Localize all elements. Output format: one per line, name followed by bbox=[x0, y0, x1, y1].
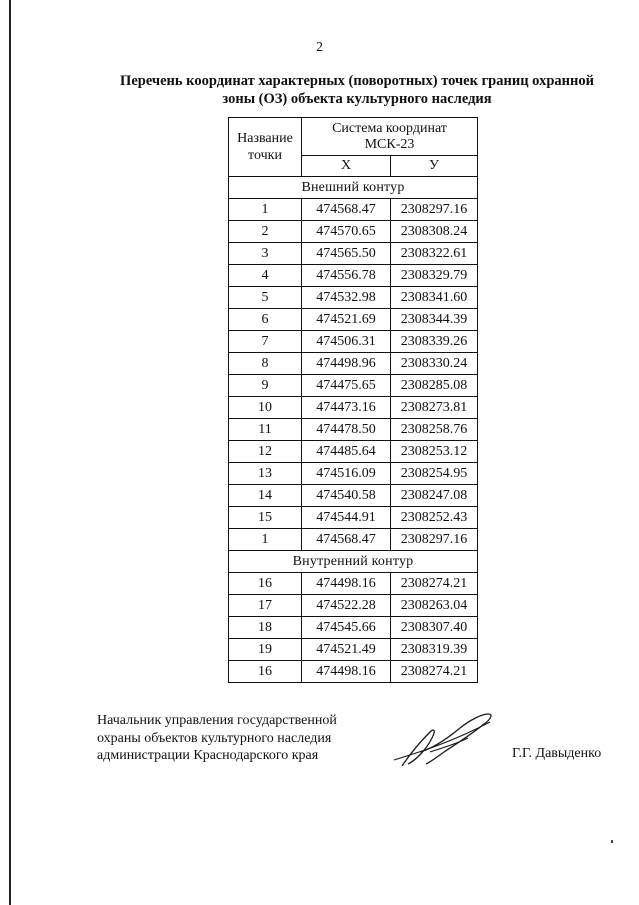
table-row bbox=[229, 419, 478, 441]
table-row bbox=[229, 287, 478, 309]
table-row bbox=[229, 397, 478, 419]
x-coordinate-cell: 474570.65 bbox=[302, 221, 391, 243]
y-coordinate-cell: 2308297.16 bbox=[391, 529, 478, 551]
point-number-cell: 16 bbox=[229, 573, 302, 595]
table-header bbox=[229, 118, 478, 177]
point-number-cell: 18 bbox=[229, 617, 302, 639]
y-coordinate-cell: 2308253.12 bbox=[391, 441, 478, 463]
point-number-cell: 8 bbox=[229, 353, 302, 375]
table-row bbox=[229, 507, 478, 529]
y-coordinate-cell: 2308308.24 bbox=[391, 221, 478, 243]
point-number-cell: 1 bbox=[229, 199, 302, 221]
x-coordinate-cell: 474473.16 bbox=[302, 397, 391, 419]
point-number-cell: 5 bbox=[229, 287, 302, 309]
x-coordinate-cell: 474532.98 bbox=[302, 287, 391, 309]
y-coordinate-cell: 2308274.21 bbox=[391, 661, 478, 683]
x-coordinate-cell: 474498.16 bbox=[302, 661, 391, 683]
y-coordinate-cell: 2308247.08 bbox=[391, 485, 478, 507]
table-row bbox=[229, 331, 478, 353]
title-line-2: зоны (ОЗ) объекта культурного наследия bbox=[222, 91, 492, 107]
section-title: Внешний контур bbox=[229, 177, 478, 199]
x-coordinate-cell: 474478.50 bbox=[302, 419, 391, 441]
table-row bbox=[229, 199, 478, 221]
point-number-cell: 10 bbox=[229, 397, 302, 419]
page-number: 2 bbox=[316, 40, 323, 55]
table-row bbox=[229, 639, 478, 661]
y-coordinate-cell: 2308297.16 bbox=[391, 199, 478, 221]
x-coordinate-cell: 474522.28 bbox=[302, 595, 391, 617]
y-coordinate-cell: 2308329.79 bbox=[391, 265, 478, 287]
table-row bbox=[229, 485, 478, 507]
signatory-line-2: охраны объектов культурного наследия bbox=[97, 730, 332, 746]
y-coordinate-cell: 2308319.39 bbox=[391, 639, 478, 661]
signer-name: Г.Г. Давыденко bbox=[512, 746, 602, 761]
y-coordinate-cell: 2308273.81 bbox=[391, 397, 478, 419]
point-number-cell: 14 bbox=[229, 485, 302, 507]
point-name-header: Название точки bbox=[229, 118, 302, 177]
y-coordinate-cell: 2308307.40 bbox=[391, 617, 478, 639]
handwritten-signature bbox=[390, 708, 502, 774]
y-coordinate-cell: 2308252.43 bbox=[391, 507, 478, 529]
point-number-cell: 12 bbox=[229, 441, 302, 463]
section-row bbox=[229, 551, 478, 573]
point-number-cell: 9 bbox=[229, 375, 302, 397]
point-number-cell: 17 bbox=[229, 595, 302, 617]
scan-speck bbox=[611, 840, 613, 843]
document-title bbox=[92, 72, 622, 108]
y-coordinate-cell: 2308274.21 bbox=[391, 573, 478, 595]
table-row bbox=[229, 463, 478, 485]
section-title: Внутренний контур bbox=[229, 551, 478, 573]
x-coordinate-cell: 474545.66 bbox=[302, 617, 391, 639]
title-line-1: Перечень координат характерных (поворотных) точек границ охранной bbox=[120, 73, 594, 89]
x-coordinate-cell: 474475.65 bbox=[302, 375, 391, 397]
coordinates-table bbox=[228, 117, 478, 683]
x-coordinate-cell: 474544.91 bbox=[302, 507, 391, 529]
table-row bbox=[229, 617, 478, 639]
x-coordinate-cell: 474540.58 bbox=[302, 485, 391, 507]
y-coordinate-cell: 2308285.08 bbox=[391, 375, 478, 397]
y-coordinate-cell: 2308322.61 bbox=[391, 243, 478, 265]
y-coordinate-cell: 2308344.39 bbox=[391, 309, 478, 331]
table-body bbox=[229, 177, 478, 683]
y-coordinate-cell: 2308258.76 bbox=[391, 419, 478, 441]
x-coordinate-cell: 474498.96 bbox=[302, 353, 391, 375]
section-row bbox=[229, 177, 478, 199]
y-coordinate-cell: 2308341.60 bbox=[391, 287, 478, 309]
x-column-header: Х bbox=[302, 156, 391, 177]
signatory-line-3: администрации Краснодарского края bbox=[97, 748, 319, 763]
point-number-cell: 15 bbox=[229, 507, 302, 529]
table-row bbox=[229, 595, 478, 617]
table-row bbox=[229, 221, 478, 243]
x-coordinate-cell: 474521.69 bbox=[302, 309, 391, 331]
table-row bbox=[229, 661, 478, 683]
point-number-cell: 7 bbox=[229, 331, 302, 353]
x-coordinate-cell: 474568.47 bbox=[302, 529, 391, 551]
x-coordinate-cell: 474506.31 bbox=[302, 331, 391, 353]
x-coordinate-cell: 474568.47 bbox=[302, 199, 391, 221]
signatory-position bbox=[97, 712, 337, 765]
table-row bbox=[229, 243, 478, 265]
x-coordinate-cell: 474498.16 bbox=[302, 573, 391, 595]
point-number-cell: 4 bbox=[229, 265, 302, 287]
y-coordinate-cell: 2308330.24 bbox=[391, 353, 478, 375]
point-number-cell: 13 bbox=[229, 463, 302, 485]
x-coordinate-cell: 474485.64 bbox=[302, 441, 391, 463]
x-coordinate-cell: 474556.78 bbox=[302, 265, 391, 287]
table-row bbox=[229, 441, 478, 463]
point-number-cell: 16 bbox=[229, 661, 302, 683]
y-column-header: У bbox=[391, 156, 478, 177]
x-coordinate-cell: 474565.50 bbox=[302, 243, 391, 265]
point-number-cell: 3 bbox=[229, 243, 302, 265]
point-number-cell: 6 bbox=[229, 309, 302, 331]
y-coordinate-cell: 2308263.04 bbox=[391, 595, 478, 617]
table-row bbox=[229, 375, 478, 397]
point-number-cell: 1 bbox=[229, 529, 302, 551]
page-left-edge-line bbox=[9, 0, 11, 905]
table-row bbox=[229, 573, 478, 595]
point-number-cell: 19 bbox=[229, 639, 302, 661]
coordinate-system-header: Система координат МСК-23 bbox=[302, 118, 478, 156]
point-number-cell: 2 bbox=[229, 221, 302, 243]
table-row bbox=[229, 309, 478, 331]
x-coordinate-cell: 474516.09 bbox=[302, 463, 391, 485]
y-coordinate-cell: 2308254.95 bbox=[391, 463, 478, 485]
point-number-cell: 11 bbox=[229, 419, 302, 441]
y-coordinate-cell: 2308339.26 bbox=[391, 331, 478, 353]
signatory-line-1: Начальник управления государственной bbox=[97, 713, 337, 728]
x-coordinate-cell: 474521.49 bbox=[302, 639, 391, 661]
table-row bbox=[229, 529, 478, 551]
table-row bbox=[229, 353, 478, 375]
table-row bbox=[229, 265, 478, 287]
